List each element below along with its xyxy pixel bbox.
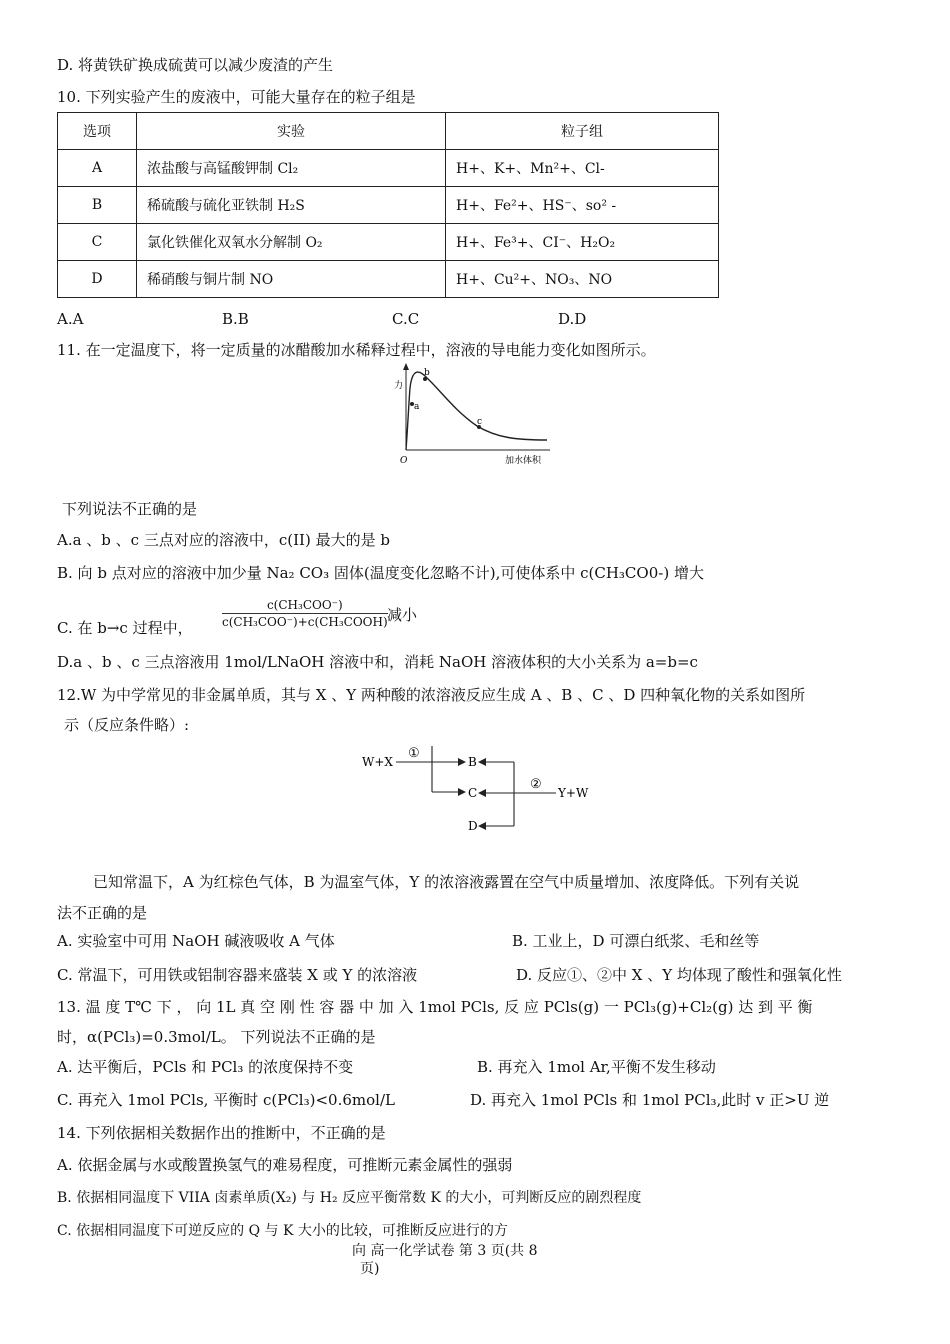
q11-prompt: 下列说法不正确的是 (62, 500, 198, 518)
header-particles: 粒子组 (446, 113, 719, 150)
reactant-w-x: W+X (362, 755, 393, 769)
page-footer-line1: 向 高一化学试卷 第 3 页(共 8 (352, 1243, 538, 1259)
q14-option-b: B. 依据相同温度下 VIIA 卤素单质(X₂) 与 H₂ 反应平衡常数 K 的大小，可判断反应的剧烈程度 (57, 1190, 642, 1206)
row-experiment: 稀硝酸与铜片制 NO (137, 261, 446, 298)
fraction-denominator: c(CH₃COO⁻)+c(CH₃COOH) (222, 615, 388, 629)
node-c: C (468, 786, 478, 800)
row-option: B (58, 187, 137, 224)
q11-option-c-fraction (222, 598, 388, 629)
q12-option-b: B. 工业上，D 可漂白纸浆、毛和丝等 (512, 932, 760, 950)
row-option: A (58, 150, 137, 187)
table-row (58, 224, 719, 261)
label-c: c (477, 417, 483, 427)
node-b: B (468, 755, 477, 769)
q10-answer-a: A.A (57, 310, 84, 328)
q10-answer-c: C.C (392, 310, 420, 328)
q14-stem: 14. 下列依据相关数据作出的推断中，不正确的是 (57, 1124, 386, 1142)
q13-stem-line2: 时，α(PCl₃)=0.3mol/L。 下列说法不正确的是 (57, 1028, 376, 1046)
row-particles: H+、Fe²+、HS⁻、so² - (446, 187, 719, 224)
header-option: 选项 (58, 113, 137, 150)
node-d: D (468, 819, 478, 833)
q10-answer-d: D.D (558, 310, 587, 328)
table-header-row (58, 113, 719, 150)
q12-stem-line2: 示（反应条件略）: (64, 716, 190, 734)
q11-option-d: D.a 、b 、c 三点溶液用 1mol/LNaOH 溶液中和，消耗 NaOH 溶液体积的大小关系为 a=b=c (57, 653, 698, 671)
q10-stem: 10. 下列实验产生的废液中，可能大量存在的粒子组是 (57, 88, 416, 106)
y-axis-label: 力 (394, 381, 404, 391)
row-option: D (58, 261, 137, 298)
q10-table (57, 112, 719, 298)
q13-option-a: A. 达平衡后，PCls 和 PCl₃ 的浓度保持不变 (57, 1058, 354, 1076)
q12-option-d: D. 反应①、②中 X 、Y 均体现了酸性和强氧化性 (516, 966, 842, 984)
reactant-y-w: Y+W (558, 786, 589, 800)
q12-reaction-diagram (360, 740, 600, 840)
page-footer-line2: 页) (360, 1261, 380, 1277)
q13-option-d: D. 再充入 1mol PCls 和 1mol PCl₃,此时 v 正>U 逆 (470, 1091, 830, 1109)
reaction-2-label: ② (530, 777, 542, 792)
row-particles: H+、K+、Mn²+、Cl- (446, 150, 719, 187)
q11-option-c-prefix: C. 在 b→c 过程中， (57, 619, 193, 637)
row-particles: H+、Cu²+、NO₃、NO (446, 261, 719, 298)
q11-option-b: B. 向 b 点对应的溶液中加少量 Na₂ CO₃ 固体(温度变化忽略不计),可使体系中 c(CH₃CO0-) 增大 (57, 564, 704, 582)
x-axis-label: 加水体积 (505, 456, 542, 466)
header-experiment: 实验 (137, 113, 446, 150)
origin-label: O (400, 456, 408, 466)
q13-option-c: C. 再充入 1mol PCls, 平衡时 c(PCl₃)<0.6mol/L (57, 1091, 395, 1109)
q13-option-b: B. 再充入 1mol Ar,平衡不发生移动 (477, 1058, 716, 1076)
row-option: C (58, 224, 137, 261)
q12-option-c: C. 常温下，可用铁或铝制容器来盛装 X 或 Y 的浓溶液 (57, 966, 418, 984)
q11-stem: 11. 在一定温度下，将一定质量的冰醋酸加水稀释过程中，溶液的导电能力变化如图所示。 (57, 341, 656, 359)
q10-answer-b: B.B (222, 310, 249, 328)
table-row (58, 150, 719, 187)
table-row (58, 261, 719, 298)
row-experiment: 氯化铁催化双氧水分解制 O₂ (137, 224, 446, 261)
q14-option-c: C. 依据相同温度下可逆反应的 Q 与 K 大小的比较，可推断反应进行的方 (57, 1223, 508, 1239)
q9-option-d: D. 将黄铁矿换成硫黄可以减少废渣的产生 (57, 56, 334, 74)
reaction-1-label: ① (408, 746, 420, 761)
table-row (58, 187, 719, 224)
q12-known-line1: 已知常温下，A 为红棕色气体，B 为温室气体，Y 的浓溶液露置在空气中质量增加、浓度降低。下列有关说 (93, 873, 800, 891)
label-a: a (414, 402, 420, 412)
q13-stem-line1: 13. 温 度 T℃ 下 ， 向 1L 真 空 刚 性 容 器 中 加 入 1mol PCls, 反 应 PCls(g) 一 PCl₃(g)+Cl₂(g) 达 到 平 衡 (57, 998, 813, 1016)
fraction-numerator: c(CH₃COO⁻) (222, 598, 388, 614)
q14-option-a: A. 依据金属与水或酸置换氢气的难易程度，可推断元素金属性的强弱 (57, 1156, 513, 1174)
q12-known-line2: 法不正确的是 (57, 904, 148, 922)
q11-option-a: A.a 、b 、c 三点对应的溶液中，c(II) 最大的是 b (57, 531, 390, 549)
row-experiment: 稀硫酸与硫化亚铁制 H₂S (137, 187, 446, 224)
row-experiment: 浓盐酸与高锰酸钾制 Cl₂ (137, 150, 446, 187)
q11-option-c-suffix: 减小 (387, 606, 418, 624)
label-b: b (424, 368, 430, 378)
q12-stem-line1: 12.W 为中学常见的非金属单质，其与 X 、Y 两种酸的浓溶液反应生成 A 、B 、C 、D 四种氧化物的关系如图所 (57, 686, 806, 704)
row-particles: H+、Fe³+、CI⁻、H₂O₂ (446, 224, 719, 261)
q12-option-a: A. 实验室中可用 NaOH 碱液吸收 A 气体 (57, 932, 335, 950)
q11-conductivity-graph (392, 360, 572, 470)
